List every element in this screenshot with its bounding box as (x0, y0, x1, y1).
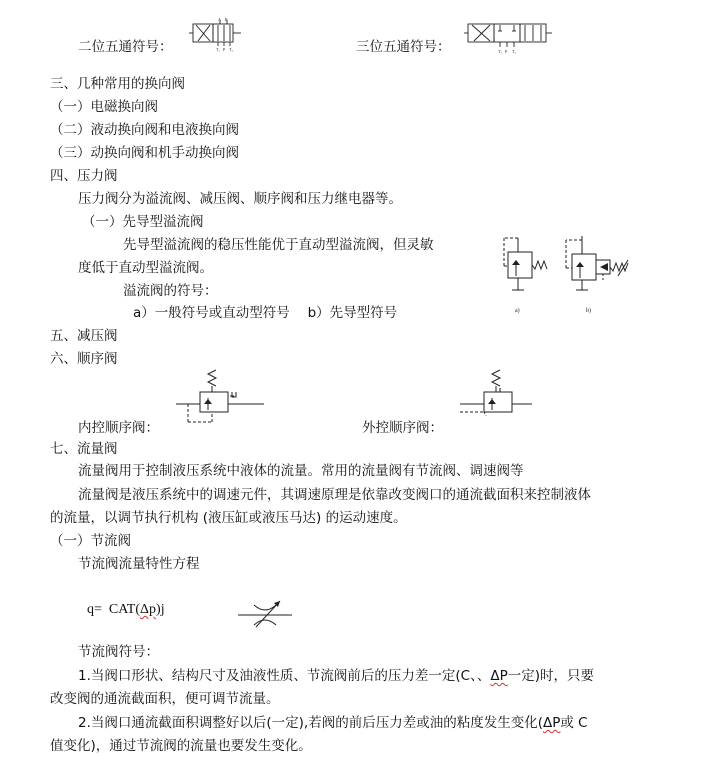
port-T2-label: T₂ (229, 47, 233, 52)
throttle-point-1-line2: 改变阀的通流截面积，便可调节流量。 (50, 691, 280, 707)
subheading-pilot-relief-valve: （一）先导型溢流阀 (82, 214, 204, 230)
relief-valve-direct-icon (492, 232, 554, 314)
flow-valve-paragraph: 流量阀用于控制液压系统中液体的流量。常用的流量阀有节流阀、调速阀等 (78, 463, 524, 479)
port-A-label: A (218, 17, 221, 22)
throttle-symbol-label: 节流阀符号： (78, 644, 159, 660)
internal-sequence-valve-icon (172, 366, 270, 436)
throttle-point-2-line1: 2.当阀口通流截面积调整好以后(一定),若阀的前后压力差或油的粘度发生变化(ΔP或 C (78, 715, 588, 731)
heading-five: 五、减压阀 (50, 328, 118, 344)
three-position-five-way-valve-icon (462, 18, 554, 54)
svg-text:T₁: T₁ (498, 49, 502, 54)
internal-sequence-valve-label: 内控顺序阀： (78, 420, 159, 436)
port-T1-label: T₁ (216, 47, 220, 52)
throttle-characteristic-label: 节流阀流量特性方程 (78, 556, 200, 572)
figure-label-a: a) (515, 308, 520, 314)
figure-label-b: b) (586, 308, 591, 314)
flow-valve-principle-line2: 的流量，以调节执行机构 (液压缸或液压马达) 的运动速度。 (50, 510, 407, 526)
pilot-relief-paragraph-line2: 度低于直动型溢流阀。 (78, 260, 213, 276)
pilot-relief-paragraph-line1: 先导型溢流阀的稳压性能优于直动型溢流阀，但灵敏 (123, 237, 434, 253)
relief-valve-caption: a）一般符号或直动型符号 b）先导型符号 (133, 305, 398, 321)
heading-three: 三、几种常用的换向阀 (50, 76, 185, 92)
svg-text:P: P (505, 49, 508, 54)
relief-valve-pilot-icon (560, 232, 640, 314)
three-position-five-way-label: 三位五通符号： (356, 39, 451, 55)
external-sequence-valve-label: 外控顺序阀： (362, 420, 443, 436)
svg-text:T₂: T₂ (512, 49, 516, 54)
port-B-label: B (225, 17, 228, 22)
pressure-valve-paragraph: 压力阀分为溢流阀、减压阀、顺序阀和压力继电器等。 (78, 191, 402, 207)
two-position-five-way-valve-icon (187, 16, 247, 52)
throttle-point-1-line1: 1.当阀口形状、结构尺寸及油液性质、节流阀前后的压力差一定(C、、ΔP一定)时，只要 (78, 668, 594, 684)
heading-seven: 七、流量阀 (50, 441, 118, 457)
heading-four: 四、压力阀 (50, 168, 118, 184)
external-sequence-valve-icon (456, 366, 536, 436)
heading-six: 六、顺序阀 (50, 351, 118, 367)
throttle-point-2-line2: 值变化)，通过节流阀的流量也要发生变化。 (50, 738, 312, 754)
flow-formula: q= CAT(Δp)j (87, 602, 165, 617)
subheading-hydraulic-valve: （二）液动换向阀和电液换向阀 (50, 122, 239, 138)
flow-valve-principle-line1: 流量阀是液压系统中的调速元件，其调速原理是依靠改变阀口的通流截面积来控制液体 (78, 487, 591, 503)
subheading-throttle-valve: （一）节流阀 (50, 533, 131, 549)
relief-valve-symbol-label: 溢流阀的符号： (123, 283, 218, 299)
throttle-valve-icon (236, 595, 296, 635)
port-P-label: P (223, 47, 226, 52)
subheading-solenoid-valve: （一）电磁换向阀 (50, 99, 158, 115)
two-position-five-way-label: 二位五通符号： (78, 39, 173, 55)
subheading-manual-valve: （三）动换向阀和机手动换向阀 (50, 145, 239, 161)
